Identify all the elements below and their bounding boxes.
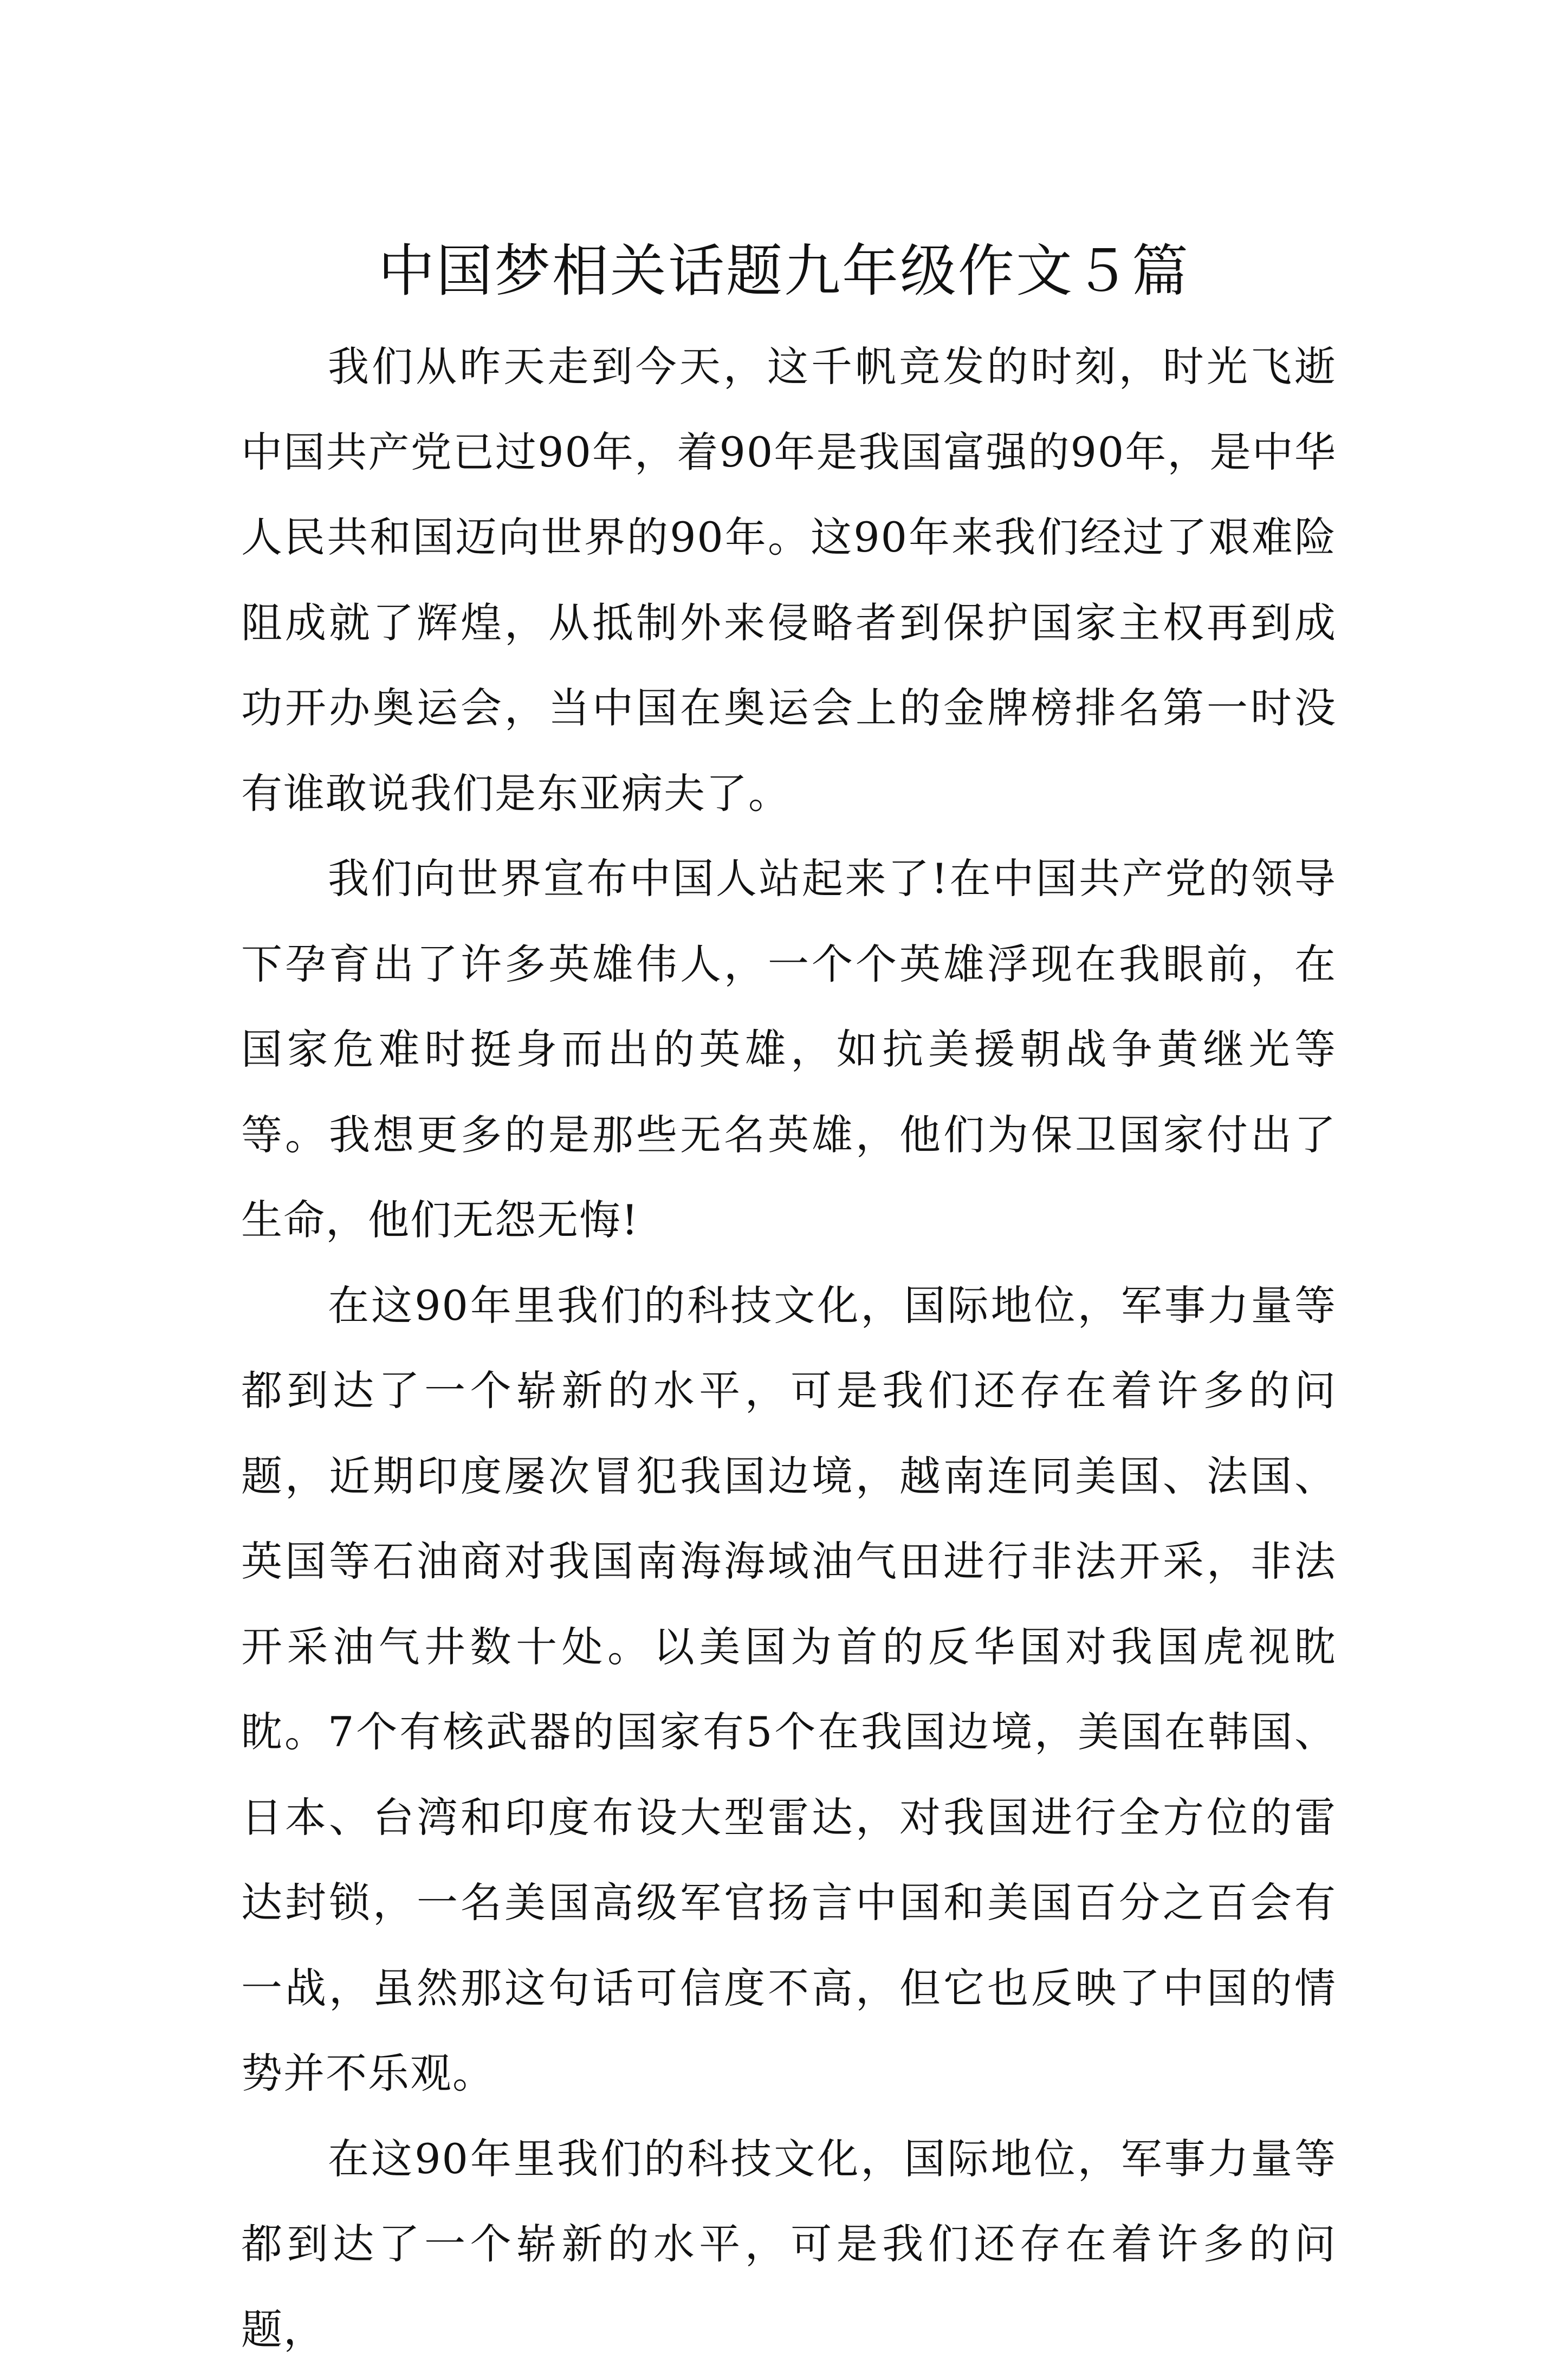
paragraph-3: 在这90年里我们的科技文化，国际地位，军事力量等都到达了一个崭新的水平，可是我们还存在着许多的问题，近期印度屡次冒犯我国边境，越南连同美国、法国、英国等石油商对我国南海海域油气田进行非法开采，非法开采油气井数十处。以美国为首的反华国对我国虎视眈眈。7个有核武器的国家有5个在我国边境，美国在韩国、日本、台湾和印度布设大型雷达，对我国进行全方位的雷达封锁，一名美国高级军官扬言中国和美国百分之百会有一战，虽然那这句话可信度不高，但它也反映了中国的情势并不乐观。 xyxy=(241,1263,1337,2116)
paragraph-4: 在这90年里我们的科技文化，国际地位，军事力量等都到达了一个崭新的水平，可是我们还存在着许多的问题， xyxy=(241,2116,1337,2372)
paragraph-2: 我们向世界宣布中国人站起来了!在中国共产党的领导下孕育出了许多英雄伟人，一个个英雄浮现在我眼前，在国家危难时挺身而出的英雄，如抗美援朝战争黄继光等等。我想更多的是那些无名英雄，他们为保卫国家付出了生命，他们无怨无悔! xyxy=(241,836,1337,1263)
document-title: 中国梦相关话题九年级作文５篇 xyxy=(0,228,1568,314)
document-body xyxy=(241,324,1337,2372)
paragraph-1: 我们从昨天走到今天，这千帆竞发的时刻，时光飞逝中国共产党已过90年，着90年是我国富强的90年，是中华人民共和国迈向世界的90年。这90年来我们经过了艰难险阻成就了辉煌，从抵制外来侵略者到保护国家主权再到成功开办奥运会，当中国在奥运会上的金牌榜排名第一时没有谁敢说我们是东亚病夫了。 xyxy=(241,324,1337,836)
